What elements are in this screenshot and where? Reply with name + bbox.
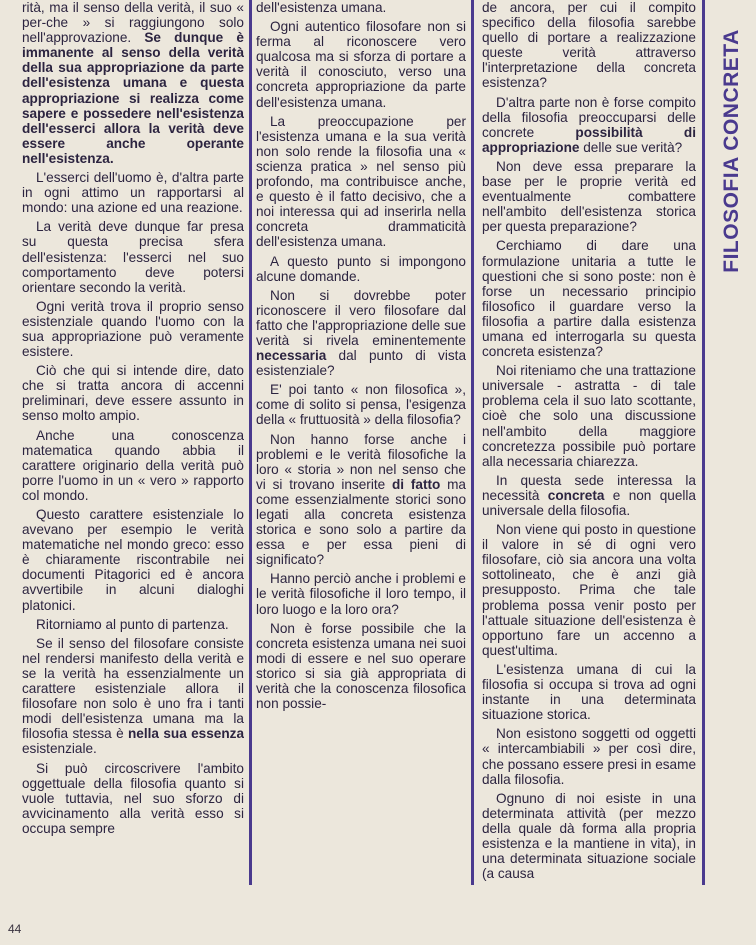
paragraph: [22, 0, 244, 166]
text-run: D'altra parte non è forse compito della filosofia preoccuparsi delle concrete: [482, 94, 696, 140]
text-run: delle sue verità?: [579, 139, 683, 155]
paragraph: [22, 617, 244, 632]
text-run: La verità deve dunque far presa su questa precisa sfera dell'esistenza: l'esserci nel suo comportamento deve potersi orientare secondo la verità.: [22, 219, 244, 295]
paragraph: [22, 363, 244, 423]
text-run: Si può circoscrivere l'ambito oggettuale della filosofia quanto si vuole tuttavia, nel suo sforzo di avvicinamento alla verità esso si occupa sempre: [22, 760, 244, 836]
text-column-2: [256, 0, 466, 888]
text-run: Ognuno di noi esiste in una determinata attività (per mezzo della quale dà forma alla propria esistenza e la mantiene in vita), in una determinata situazione sociale (a causa: [482, 790, 696, 882]
text-run: Se il senso del filosofare consiste nel rendersi manifesto della verità e se la verità ha essenzialmente un carattere esistenziale allora il filosofare non solo è uno fra i tanti modi dell'esistenza umana ma la filosofia stessa è: [22, 635, 244, 742]
text-run: ma come essenzialmente storici sono legati alla concreta esistenza storica e sono solo a partire da essa e per essa pieni di significato?: [256, 476, 466, 568]
text-run: Ogni verità trova il proprio senso esistenziale quando l'uomo con la sua appropriazione può veramente esistere.: [22, 298, 244, 360]
paragraph: [22, 761, 244, 836]
paragraph: [256, 114, 466, 250]
paragraph: [22, 507, 244, 613]
text-run: Anche una conoscenza matematica quando abbia il carattere originario della verità può porre l'uomo in un « vero » rapporto col mondo.: [22, 427, 244, 503]
text-run: rità, ma il senso della verità, il suo « per-che » si raggiungono solo nell'approvazione.: [22, 0, 244, 46]
text-run: Ciò che qui si intende dire, dato che si tratta ancora di accenni preliminari, deve essere assunto in senso molto ampio.: [22, 363, 244, 424]
paragraph: [22, 299, 244, 359]
paragraph: [256, 254, 466, 284]
section-title-text: FILOSOFIA CONCRETA: [720, 29, 743, 273]
paragraph: [482, 159, 696, 234]
paragraph: [482, 473, 696, 518]
text-run: Ogni autentico filosofare non si ferma al riconoscere vero qualcosa ma si sforza di portare a verità il conosciuto, verso una concreta appropriazione da parte dell'esistenza umana.: [256, 19, 466, 110]
text-run: Hanno perciò anche i problemi e le verità filosofiche il loro tempo, il loro luogo e la loro ora?: [256, 571, 466, 617]
text-run: E' poi tanto « non filosofica », come di solito si pensa, l'esigenza della « fruttuosità » della filosofia?: [256, 382, 466, 428]
paragraph: [256, 621, 466, 712]
column-rule: [471, 0, 474, 885]
text-run: Non si dovrebbe poter riconoscere il vero filosofare dal fatto che l'appropriazione delle sue verità si rivela eminentemente: [256, 287, 466, 348]
paragraph: [482, 95, 696, 155]
text-run: Non hanno forse anche i problemi e le verità filosofiche la loro « storia » non nel senso che vi si trovano inserite: [256, 431, 466, 492]
text-column-3: [482, 0, 696, 888]
paragraph: [256, 432, 466, 568]
text-run: Non è forse possibile che la concreta esistenza umana nei suoi modi di essere e nel suo operare storico si sia già appropriata di verità che la conoscenza filosofica non possie-: [256, 620, 466, 712]
text-run: Cerchiamo di dare una formulazione unitaria a tutte le questioni che si sono poste: non è forse un necessario principio filosofico il guardare verso la filosofia a partire dalla esistenza umana ed interrogarla su questa concreta esistenza?: [482, 238, 696, 360]
text-run: dell'esistenza umana.: [256, 0, 387, 15]
paragraph: [482, 238, 696, 359]
paragraph: [482, 522, 696, 658]
text-run: Non esistono soggetti od oggetti « intercambiabili » per così dire, che possano essere presi in esame dalla filosofia.: [482, 726, 696, 787]
paragraph: [482, 0, 696, 91]
column-rule: [702, 0, 705, 885]
text-run: La preoccupazione per l'esistenza umana e la sua verità non solo rende la filosofia una « scienza pratica » nel senso più profondo, ma contribuisce anche, e questo è il fatto decisivo, che a noi interessa qui ad inserirla nella concreta drammaticità dell'esistenza umana.: [256, 113, 466, 250]
bold-text: necessaria: [256, 348, 327, 364]
bold-text: di fatto: [391, 476, 441, 492]
text-run: esistenziale.: [22, 741, 97, 757]
bold-text: Se dunque è immanente al senso della verità della sua appropriazione da parte dell'esistenza umana e questa appropriazione si realizza come sapere e possedere nell'esistenza dell'esserci allora la verità deve essere anche operante nell'esistenza.: [22, 30, 244, 166]
text-run: In questa sede interessa la necessità: [482, 472, 696, 503]
paragraph: [256, 288, 466, 379]
page-number: 44: [8, 922, 22, 936]
text-run: dal punto di vista esistenziale?: [256, 348, 466, 379]
text-run: L'esistenza umana di cui la filosofia si occupa si trova ad ogni instante in una determinata situazione storica.: [482, 661, 696, 723]
paragraph: [256, 19, 466, 110]
text-run: de ancora, per cui il compito specifico della filosofia sarebbe quello di portare a realizzazione queste verità attraverso l'interpretazione della concreta esistenza?: [482, 0, 696, 91]
text-run: Ritorniamo al punto di partenza.: [36, 616, 229, 632]
text-run: Non deve essa preparare la base per le proprie verità ed eventualmente combattere nell'ambito dell'esistenza storica per questa preparazione?: [482, 158, 696, 235]
paragraph: [482, 363, 696, 469]
paragraph: [482, 726, 696, 786]
text-run: e non quella universale della filosofia.: [482, 487, 696, 518]
text-run: Non viene qui posto in questione il valore in sé di ogni vero filosofare, ciò sia ancora una volta sottolineato, che è anzi già presupposto. Prima che tale problema possa venir posto per l'attuale situazione dell'esistenza è opportuno fare un accenno a quest'ultima.: [482, 522, 696, 658]
bold-text: possibilità di appropriazione: [482, 124, 696, 155]
bold-text: concreta: [547, 487, 605, 503]
text-column-1: [22, 0, 244, 888]
paragraph: [256, 571, 466, 616]
paragraph: [22, 636, 244, 757]
paragraph: [22, 170, 244, 215]
text-run: Noi riteniamo che una trattazione universale - astratta - di tale problema cela il suo lato scottante, cioè che solo una discussione nell'ambito della maggiore concretezza possibile può portare alla necessaria chiarezza.: [482, 363, 696, 469]
paragraph: [256, 382, 466, 427]
paragraph: [482, 662, 696, 722]
section-title-vertical: [713, 26, 751, 276]
paragraph: [256, 0, 466, 15]
paragraph: [22, 219, 244, 294]
bold-text: nella sua essenza: [128, 726, 244, 742]
paragraph: [482, 791, 696, 882]
column-rule: [249, 0, 252, 885]
text-run: L'esserci dell'uomo è, d'altra parte in ogni attimo un rapportarsi al mondo: una azione ed una reazione.: [22, 170, 244, 216]
text-run: A questo punto si impongono alcune domande.: [256, 253, 466, 284]
text-run: Questo carattere esistenziale lo avevano per esempio le verità matematiche nel mondo greco: esso è chiaramente riscontrabile nei documenti Pitagorici ed è ancora avvertibile in alcuni dialoghi platonici.: [22, 507, 244, 613]
paragraph: [22, 428, 244, 503]
